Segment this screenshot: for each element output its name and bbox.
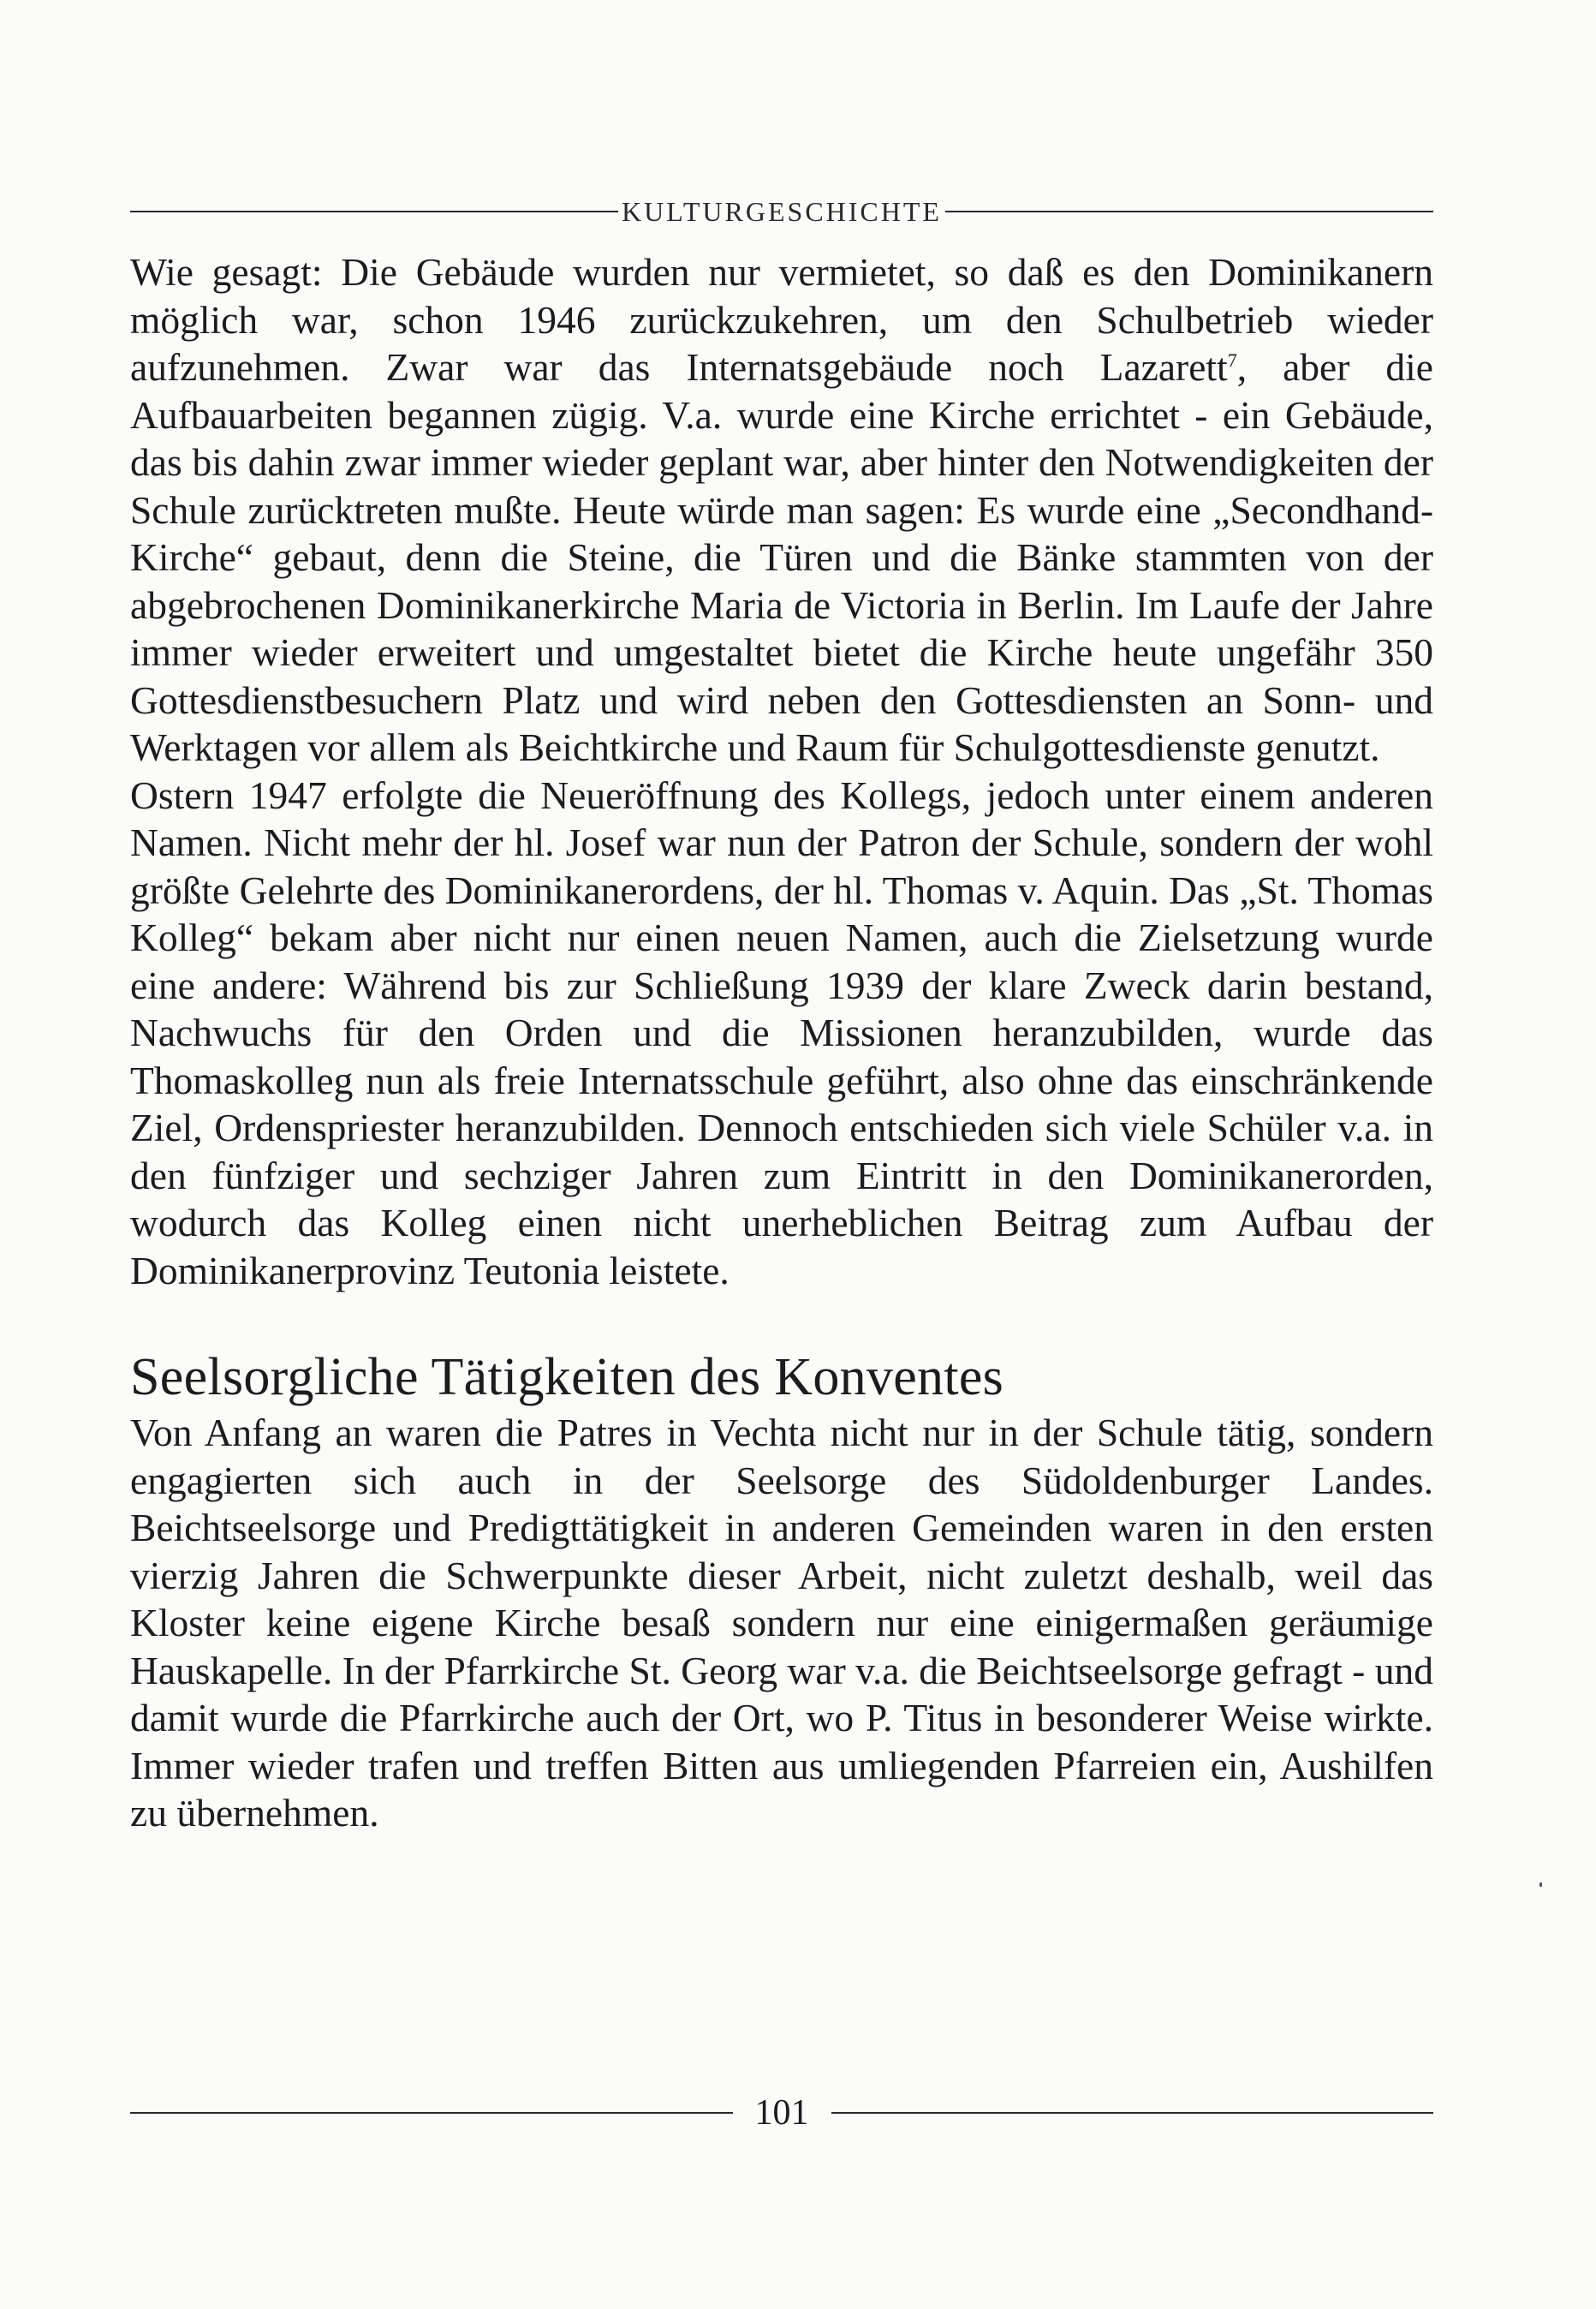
paragraph-1-text-b: , aber die Aufbauarbeiten begannen zügig. V.a. wurde eine Kirche errichtet - ein Gebäude, das bis dahin zwar immer wieder geplant war, aber hinter den Notwendigkeiten der Schule zurücktreten mußte. Heute würde man sagen: Es wurde eine „Secondhand-Kirche“ gebaut, denn die Steine, die Türen und die Bänke stammten von der abgebrochenen Dominikanerkirche Maria de Victoria in Berlin. Im Laufe der Jahre immer wieder erweitert und umgestaltet bietet die Kirche heute ungefähr 350 Gottesdienstbesuchern Platz und wird neben den Gottesdiensten an Sonn- und Werktagen vor allem als Beichtkirche und Raum für Schulgottesdienste genutzt. (130, 345, 1433, 769)
header-rule-left (130, 211, 618, 212)
footnote-mark: 7 (1227, 349, 1237, 371)
running-header (130, 182, 1433, 242)
paragraph-1-text-a: Wie gesagt: Die Gebäude wurden nur vermietet, so daß es den Dominikanern möglich war, schon 1946 zurückzukehren, um den Schulbetrieb wieder aufzunehmen. Zwar war das Internatsgebäude noch Lazarett (130, 250, 1433, 389)
paragraph-1 (130, 248, 1433, 772)
header-rule-right (945, 211, 1433, 212)
running-title: KULTURGESCHICHTE (622, 195, 942, 227)
section-heading: Seelsorgliche Tätigkeiten des Konventes (130, 1348, 1004, 1406)
page-number: 101 (754, 2093, 809, 2133)
scan-speck (1539, 1882, 1542, 1887)
footer-rule-right (831, 2112, 1434, 2114)
running-footer (130, 2083, 1433, 2143)
paragraph-3: Von Anfang an waren die Patres in Vechta nicht nur in der Schule tätig, sondern engagierten sich auch in der Seelsorge des Südoldenburger Landes. Beichtseelsorge und Predigttätigkeit in anderen Gemeinden waren in den ersten vierzig Jahren die Schwerpunkte dieser Arbeit, nicht zuletzt deshalb, weil das Kloster keine eigene Kirche besaß sondern nur eine einigermaßen geräumige Hauskapelle. In der Pfarrkirche St. Georg war v.a. die Beichtseelsorge gefragt - und damit wurde die Pfarrkirche auch der Ort, wo P. Titus in besonderer Weise wirkte. Immer wieder trafen und treffen Bitten aus umliegenden Pfarreien ein, Aushilfen zu übernehmen. (130, 1411, 1433, 1835)
body-text (130, 248, 1433, 1837)
footer-rule-left (130, 2112, 733, 2114)
paragraph-2: Ostern 1947 erfolgte die Neueröffnung des Kollegs, jedoch unter einem anderen Namen. Nicht mehr der hl. Josef war nun der Patron der Schule, sondern der wohl größte Gelehrte des Dominikanerordens, der hl. Thomas v. Aquin. Das „St. Thomas Kolleg“ bekam aber nicht nur einen neuen Namen, auch die Zielsetzung wurde eine andere: Während bis zur Schließung 1939 der klare Zweck darin bestand, Nachwuchs für den Orden und die Missionen heranzubilden, wurde das Thomaskolleg nun als freie Internatsschule geführt, also ohne das einschränkende Ziel, Ordenspriester heranzubilden. Dennoch entschieden sich viele Schüler v.a. in den fünfziger und sechziger Jahren zum Eintritt in den Dominikanerorden, wodurch das Kolleg einen nicht unerheblichen Beitrag zum Aufbau der Dominikanerprovinz Teutonia leistete. (130, 773, 1433, 1292)
